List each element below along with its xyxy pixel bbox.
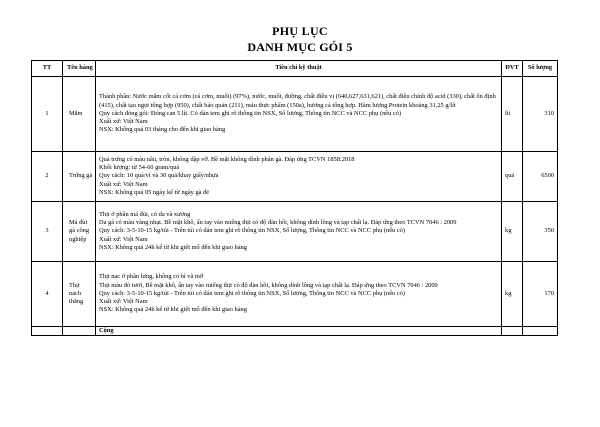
spec-line: Xuất xứ: Việt Nam	[99, 118, 148, 126]
product-name: Thịt nách thăng	[63, 262, 96, 327]
product-unit: kg	[502, 202, 523, 262]
spec-line: Thành phần: Nước mắm cốt cá cơm (cá cơm, muối) (97%), nước, muối, đường, chất điều vị (640,627,631,621), chất điều chỉnh độ acid (330), chất ổn định (415), chất tạo ngọt tổng hợp (950), chất bảo quản (211), màu thực phẩm (150a), hương cá tổng hợp. Hàm lượng Protein khoảng 31,25 g/lít	[99, 93, 496, 109]
column-header-name: Tên hàng	[63, 61, 96, 77]
table-total-row	[32, 327, 558, 336]
total-empty-cell	[502, 327, 523, 336]
product-spec	[96, 77, 502, 152]
spec-line: Khối lượng: từ 54-60 gram/quả	[99, 164, 180, 172]
spec-line: NSX: Không quá 24h kể từ khi giết mổ đến khi giao hàng	[99, 243, 247, 251]
column-header-unit: ĐVT	[502, 61, 523, 77]
row-number: 1	[32, 77, 63, 152]
product-name: Má đùi gà công nghiệp	[63, 202, 96, 262]
total-empty-cell	[523, 327, 558, 336]
document-title: PHỤ LỤC	[272, 24, 328, 38]
spec-line: Quy cách: 3-5-10-15 kg/túi - Trên túi có dán tem ghi rõ thông tin NSX, Số lượng, Thông tin NCC và NCC phụ (nếu có)	[99, 289, 405, 297]
spec-line: Thịt màu đỏ tươi, Bề mặt khô, ấn tay vào miếng thịt có độ đàn hồi, không dính lông và tạp chất lạ. Đáp ứng theo TCVN 7046 : 2009	[99, 281, 438, 289]
total-empty-cell	[32, 327, 63, 336]
spec-line: NSX: Không quá 24h kể từ khi giết mổ đến khi giao hàng	[99, 306, 247, 314]
spec-line: Thịt ở phần má đùi, có da và xương	[99, 210, 191, 218]
row-number: 2	[32, 152, 63, 202]
product-spec	[96, 152, 502, 202]
spec-line: NSX: Không quá 03 tháng cho đến khi giao hàng	[99, 126, 226, 134]
spec-line: Quả trứng có màu nâu, tròn, không dập vỡ. Bề mặt không dính phân gà. Đáp ứng TCVN 1858:2018	[99, 155, 355, 163]
spec-line: Xuất xứ: Việt Nam	[99, 235, 148, 243]
spec-line: Quy cách: 10 quả/vỉ và 30 quả/khay giấy/nhựa	[99, 172, 219, 180]
product-quantity: 350	[523, 202, 558, 262]
column-header-spec: Tiêu chí kỹ thuật	[96, 61, 502, 77]
spec-line: NSX: Không quá 05 ngày kể từ ngày gà đẻ	[99, 188, 210, 196]
spec-line: Xuất xứ: Việt Nam	[99, 180, 148, 188]
row-number: 3	[32, 202, 63, 262]
total-label: Cộng	[96, 327, 502, 336]
product-unit: kg	[502, 262, 523, 327]
row-number: 4	[32, 262, 63, 327]
table-header-row	[32, 61, 558, 77]
spec-line: Quy cách: 3-5-10-15 kg/túi - Trên túi có dán tem ghi rõ thông tin NSX, Số lượng, Thông tin NCC và NCC phụ (nếu có)	[99, 227, 405, 235]
table-row	[32, 152, 558, 202]
table-row	[32, 202, 558, 262]
column-header-tt: TT	[32, 61, 63, 77]
spec-line: Thịt nạc ở phần lưng, không có bì và mỡ	[99, 273, 204, 281]
product-unit: lít	[502, 77, 523, 152]
spec-line: Xuất xứ: Việt Nam	[99, 298, 148, 306]
product-quantity: 310	[523, 77, 558, 152]
spec-line: Da gà có màu vàng nhạt. Bề mặt khô, ấn tay vào miếng thịt có độ đàn hồi, không dính lông và tạp chất lạ. Đáp ứng theo TCVN 7046 : 2009	[99, 219, 457, 227]
total-empty-cell	[63, 327, 96, 336]
column-header-qty: Số lượng	[523, 61, 558, 77]
product-name: Trứng gà	[63, 152, 96, 202]
product-unit: quả	[502, 152, 523, 202]
product-spec	[96, 262, 502, 327]
product-spec	[96, 202, 502, 262]
table-row	[32, 262, 558, 327]
product-quantity: 6500	[523, 152, 558, 202]
document-subtitle: DANH MỤC GÓI 5	[247, 40, 353, 54]
product-quantity: 170	[523, 262, 558, 327]
table-row	[32, 77, 558, 152]
spec-line: Quy cách đóng gói: Đóng can 5 lít. Có dán tem ghi rõ thông tin NSX, Số lượng, Thông tin NCC và NCC phụ (nếu có)	[99, 109, 402, 117]
product-name: Mắm	[63, 77, 96, 152]
product-table	[31, 60, 558, 336]
